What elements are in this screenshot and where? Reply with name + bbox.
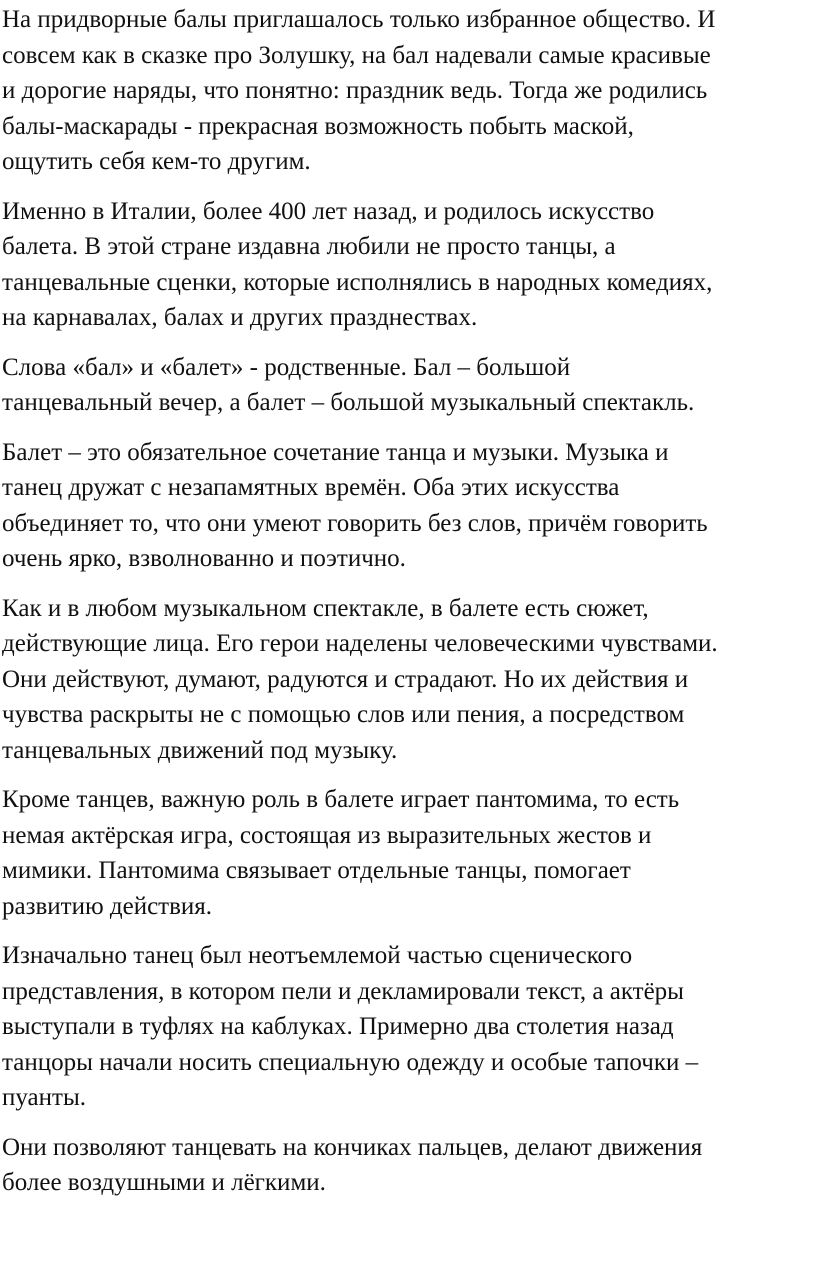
text-line: Слова «бал» и «балет» - родственные. Бал – большой [2,353,571,381]
text-line: выступали в туфлях на каблуках. Примерно два столетия назад [2,1013,674,1040]
paragraph-5 [2,591,808,769]
text-line: развитию действия. [2,892,213,920]
text-line: Изначально танец был неотъемлемой частью сценического [2,942,633,969]
text-line: На придворные балы приглашалось только избранное общество. И [2,6,716,33]
text-line: танцевальные сценки, которые исполнялись в народных комедиях, [2,268,713,296]
text-line: Как и в любом музыкальном спектакле, в балете есть сюжет, [2,594,649,622]
paragraph-4 [2,435,808,577]
text-line: мимики. Пантомима связывает отдельные танцы, помогает [2,857,631,884]
text-line: совсем как в сказке про Золушку, на бал надевали самые красивые [2,41,711,69]
text-line: чувства раскрыты не с помощью слов или пения, а посредством [2,701,685,728]
text-line: очень ярко, взволнованно и поэтично. [2,545,406,572]
text-line: пуанты. [2,1084,86,1111]
text-line: Они позволяют танцевать на кончиках пальцев, делают движения [2,1133,703,1161]
text-line: танцоры начали носить специальную одежду и особые тапочки – [2,1048,699,1076]
text-line: танец дружат с незапамятных времён. Оба этих искусства [2,474,620,501]
text-line: действующие лица. Его герои наделены человеческими чувствами. [2,630,718,657]
text-line: и дорогие наряды, что понятно: праздник ведь. Тогда же родились [2,77,708,104]
paragraph-7 [2,938,808,1116]
paragraph-1 [2,2,808,180]
text-line: танцевальных движений под музыку. [2,736,398,764]
text-line: более воздушными и лёгкими. [2,1169,326,1196]
paragraph-8 [2,1130,808,1201]
text-line: объединяет то, что они умеют говорить без слов, причём говорить [2,509,708,537]
text-line: танцевальный вечер, а балет – большой музыкальный спектакль. [2,389,695,416]
text-line: ощутить себя кем-то другим. [2,148,311,175]
paragraph-3 [2,350,808,421]
paragraph-6 [2,782,808,924]
text-line: Кроме танцев, важную роль в балете играет пантомима, то есть [2,786,680,813]
text-line: Балет – это обязательное сочетание танца и музыки. Музыка и [2,438,669,466]
text-line: балета. В этой стране издавна любили не просто танцы, а [2,233,616,260]
text-line: балы-маскарады - прекрасная возможность побыть маской, [2,112,634,140]
text-line: Именно в Италии, более 400 лет назад, и родилось искусство [2,197,655,225]
text-line: на карнавалах, балах и других празднествах. [2,304,478,331]
text-line: представления, в котором пели и декламировали текст, а актёры [2,977,684,1005]
text-line: немая актёрская игра, состоящая из выразительных жестов и [2,821,652,849]
paragraph-2 [2,194,808,336]
text-line: Они действуют, думают, радуются и страдают. Но их действия и [2,665,689,693]
